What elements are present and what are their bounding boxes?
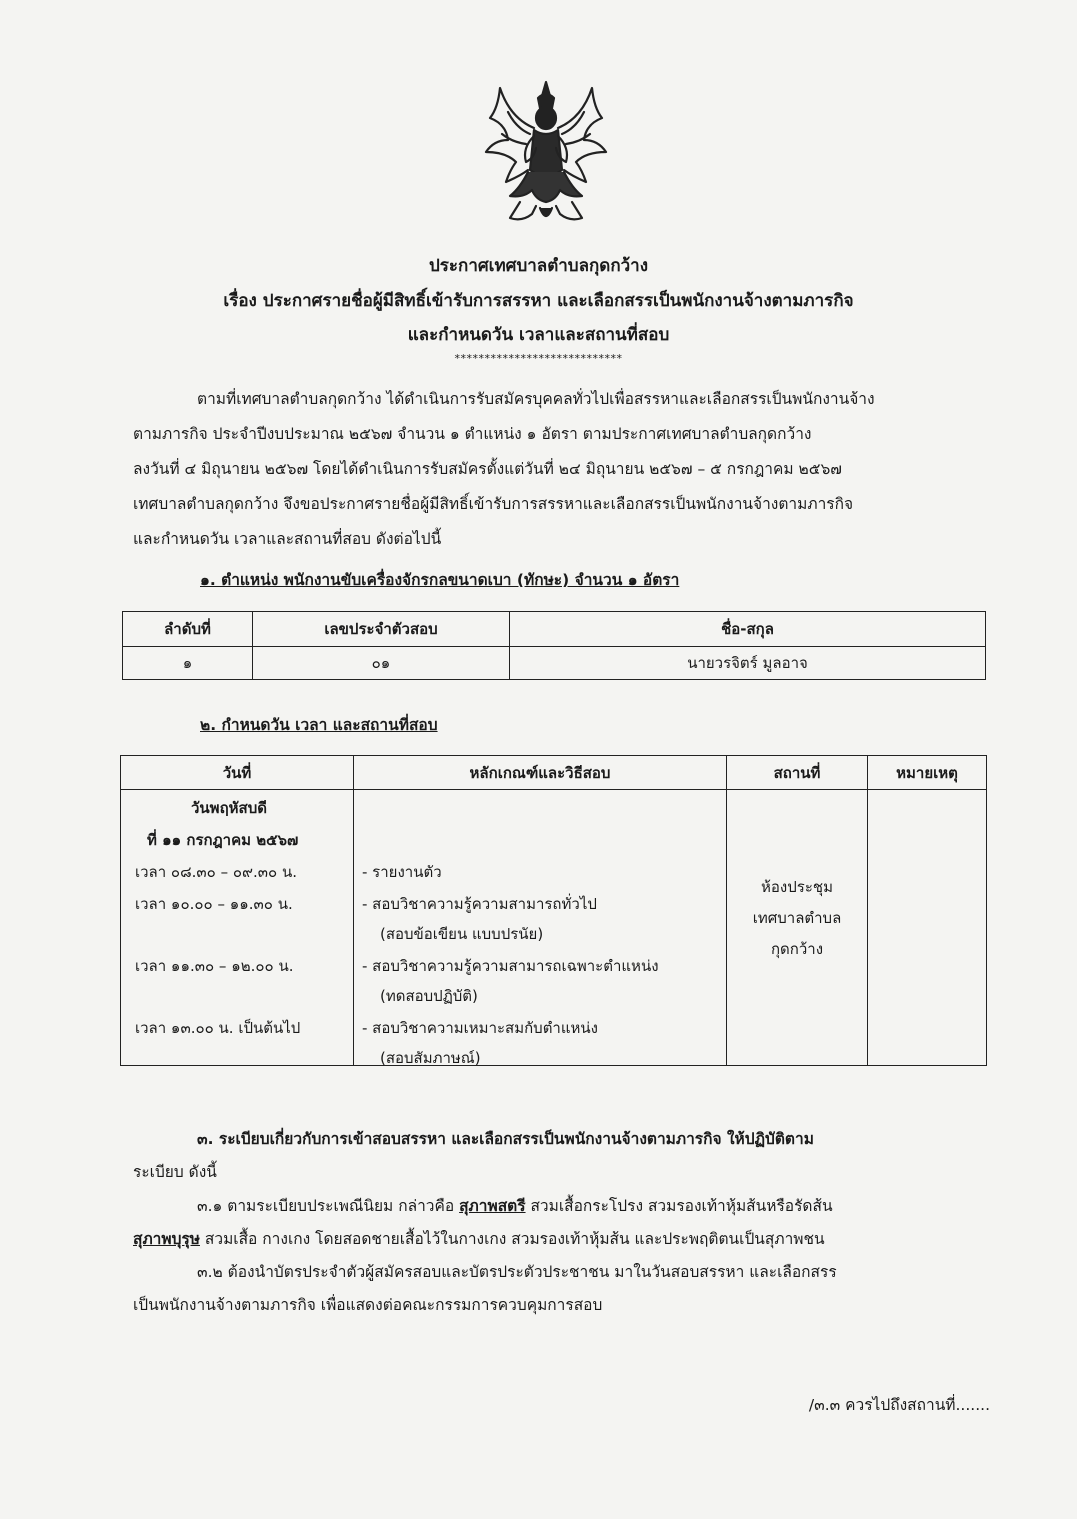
- cell-no: ๑: [123, 647, 253, 680]
- section1-heading: ๑. ตำแหน่ง พนักงานขับเครื่องจักรกลขนาดเบา (ทักษะ) จำนวน ๑ อัตรา: [200, 571, 680, 589]
- schedule-criteria-cell: [354, 790, 727, 1066]
- slot-time: เวลา ๐๘.๓๐ – ๐๙.๓๐ น.: [135, 863, 297, 881]
- exam-date: ที่ ๑๑ กรกฎาคม ๒๕๖๗: [147, 831, 299, 849]
- announcement-subject-line2: และกำหนดวัน เวลาและสถานที่สอบ: [407, 325, 670, 345]
- section3-paragraph: [133, 1123, 993, 1189]
- rule-text: ๓.๒ ต้องนำบัตรประจำตัวผู้สมัครสอบและบัตรประตัวประชาชน มาในวันสอบสรรหา และเลือกสรร: [197, 1263, 837, 1281]
- intro-line: ลงวันที่ ๔ มิถุนายน ๒๕๖๗ โดยได้ดำเนินการรับสมัครตั้งแต่วันที่ ๒๔ มิถุนายน ๒๕๖๗ – ๕ กรกฎาคม ๒๕๖๗: [133, 460, 842, 478]
- slot-subitem: (ทดสอบปฏิบัติ): [380, 987, 478, 1005]
- garuda-emblem-icon: [480, 78, 612, 230]
- rule-text: สวมเสื้อกระโปรง สวมรองเท้าหุ้มส้นหรือรัดส้น: [525, 1197, 833, 1215]
- intro-line: ตามที่เทศบาลตำบลกุดกว้าง ได้ดำเนินการรับสมัครบุคคลทั่วไปเพื่อสรรหาและเลือกสรรเป็นพนักงานจ้าง: [197, 390, 875, 408]
- table-header-row: [121, 756, 987, 790]
- women-label: สุภาพสตรี: [459, 1197, 526, 1215]
- slot-time: เวลา ๑๐.๐๐ – ๑๑.๓๐ น.: [135, 895, 293, 913]
- slot-time: เวลา ๑๑.๓๐ – ๑๒.๐๐ น.: [135, 957, 294, 975]
- intro-paragraph: [133, 382, 988, 557]
- candidate-table: [122, 611, 986, 680]
- schedule-venue-cell: [727, 790, 868, 1066]
- venue-line: เทศบาลตำบล: [752, 909, 842, 927]
- slot-subitem: (สอบสัมภาษณ์): [380, 1049, 481, 1067]
- announcement-subject: เรื่อง ประกาศรายชื่อผู้มีสิทธิ์เข้ารับการสรรหา และเลือกสรรเป็นพนักงานจ้างตามภารกิจ: [223, 291, 854, 311]
- schedule-table: [120, 755, 987, 1066]
- col-header-date: วันที่: [121, 756, 354, 790]
- table-header-row: [123, 612, 986, 647]
- table-row: [123, 647, 986, 680]
- col-header-name: ชื่อ-สกุล: [510, 612, 986, 647]
- col-header-no: ลำดับที่: [123, 612, 253, 647]
- slot-time: เวลา ๑๓.๐๐ น. เป็นต้นไป: [135, 1019, 301, 1037]
- slot-subitem: (สอบข้อเขียน แบบปรนัย): [380, 925, 544, 943]
- slot-item: - รายงานตัว: [362, 863, 442, 881]
- intro-line: ตามภารกิจ ประจำปีงบประมาณ ๒๕๖๗ จำนวน ๑ ตำแหน่ง ๑ อัตรา ตามประกาศเทศบาลตำบลกุดกว้าง: [133, 425, 812, 443]
- cell-name: นายวรจิตร์ มูลอาจ: [510, 647, 986, 680]
- col-header-venue: สถานที่: [727, 756, 868, 790]
- table-row: [121, 790, 987, 1066]
- exam-day: วันพฤหัสบดี: [191, 799, 267, 817]
- col-header-remark: หมายเหตุ: [868, 756, 987, 790]
- venue-line: กุดกว้าง: [770, 940, 824, 958]
- slot-item: - สอบวิชาความรู้ความสามารถเฉพาะตำแหน่ง: [362, 957, 659, 975]
- intro-line: และกำหนดวัน เวลาและสถานที่สอบ ดังต่อไปนี้: [133, 530, 442, 548]
- slot-item: - สอบวิชาความรู้ความสามารถทั่วไป: [362, 895, 597, 913]
- men-label: สุภาพบุรุษ: [133, 1230, 200, 1248]
- section3-heading: ๓. ระเบียบเกี่ยวกับการเข้าสอบสรรหา และเลือกสรรเป็นพนักงานจ้างตามภารกิจ ให้ปฏิบัติตาม: [197, 1130, 814, 1148]
- section2-heading: ๒. กำหนดวัน เวลา และสถานที่สอบ: [200, 716, 438, 734]
- schedule-date-cell: [121, 790, 354, 1066]
- page-continuation: /๓.๓ ควรไปถึงสถานที่.......: [808, 1396, 990, 1414]
- schedule-remark-cell: [868, 790, 987, 1066]
- col-header-criteria: หลักเกณฑ์และวิธีสอบ: [354, 756, 727, 790]
- section3-line: ระเบียบ ดังนี้: [133, 1163, 217, 1181]
- cell-exam-id: ๐๑: [253, 647, 510, 680]
- rule-text: สวมเสื้อ กางเกง โดยสอดชายเสื้อไว้ในกางเกง สวมรองเท้าหุ้มส้น และประพฤติตนเป็นสุภาพชน: [199, 1230, 825, 1248]
- rule-3-2: [133, 1256, 993, 1322]
- rule-text: เป็นพนักงานจ้างตามภารกิจ เพื่อแสดงต่อคณะกรรมการควบคุมการสอบ: [133, 1296, 603, 1314]
- col-header-exam-id: เลขประจำตัวสอบ: [253, 612, 510, 647]
- slot-item: - สอบวิชาความเหมาะสมกับตำแหน่ง: [362, 1019, 598, 1037]
- divider-stars: ****************************: [454, 352, 623, 365]
- announcement-org-title: ประกาศเทศบาลตำบลกุดกว้าง: [428, 256, 649, 276]
- intro-line: เทศบาลตำบลกุดกว้าง จึงขอประกาศรายชื่อผู้มีสิทธิ์เข้ารับการสรรหาและเลือกสรรเป็นพนักงานจ้างตามภารกิจ: [133, 495, 854, 513]
- venue-line: ห้องประชุม: [761, 878, 833, 896]
- rule-3-1: [133, 1190, 993, 1256]
- rule-text: ๓.๑ ตามระเบียบประเพณีนิยม กล่าวคือ: [197, 1197, 460, 1215]
